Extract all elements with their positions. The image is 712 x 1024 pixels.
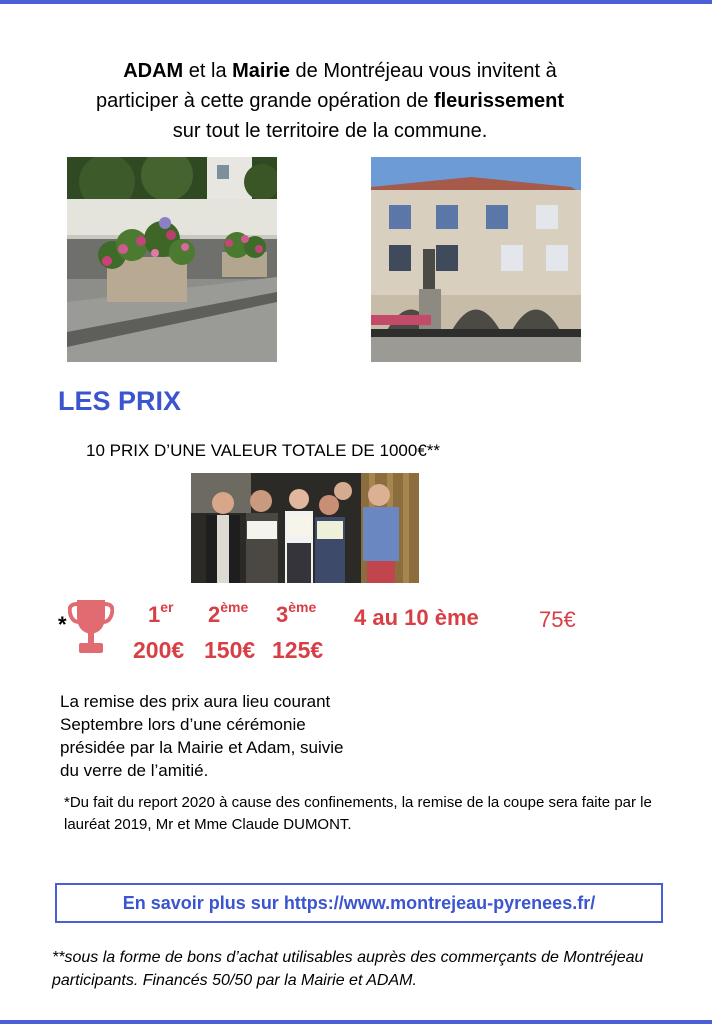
- voucher-footnote: **sous la forme de bons d’achat utilisables auprès des commerçants de Montréjeau participants. Financés 50/50 par la Mairie et ADAM.: [52, 949, 644, 989]
- fleurissement-word: fleurissement: [433, 90, 565, 112]
- intro-text-part: et la: [183, 60, 233, 82]
- adam-name: ADAM: [123, 60, 184, 82]
- third-place-rank: [276, 599, 317, 628]
- intro-line-3: sur tout le territoire de la commune.: [172, 120, 488, 142]
- second-place-amount: 150€: [204, 637, 256, 663]
- intro-text-part: participer à cette grande opération de: [95, 90, 434, 112]
- trophy-icon: [68, 598, 114, 661]
- third-place-rank-suffix: ème: [288, 599, 317, 615]
- ceremony-line: Septembre lors d’une cérémonie: [60, 715, 306, 734]
- second-place-rank: [208, 599, 249, 628]
- first-place-rank: [148, 599, 174, 628]
- first-place-rank-suffix: er: [160, 599, 174, 615]
- ceremony-line: présidée par la Mairie et Adam, suivie: [60, 738, 344, 757]
- fourth-to-tenth-amount: 75€: [539, 607, 576, 632]
- intro-text: [0, 56, 660, 146]
- town-hall-photo: [371, 157, 581, 362]
- third-place-rank-number: 3: [276, 602, 289, 627]
- second-place-rank-number: 2: [208, 602, 221, 627]
- second-place-rank-suffix: ème: [220, 599, 249, 615]
- asterisk-mark: *: [58, 612, 67, 637]
- winners-group-photo: [191, 473, 419, 583]
- intro-text-part: de Montréjeau vous invitent à: [289, 60, 557, 82]
- ceremony-paragraph: [60, 690, 380, 782]
- prizes-subtitle: 10 PRIX D’UNE VALEUR TOTALE DE 1000€**: [86, 441, 441, 460]
- first-place-amount: 200€: [133, 637, 185, 663]
- intro-line-1: [0, 56, 660, 86]
- prizes-title: LES PRIX: [58, 386, 182, 416]
- website-link[interactable]: En savoir plus sur https://www.montrejeau-pyrenees.fr/: [55, 883, 663, 923]
- third-place-amount: 125€: [272, 637, 324, 663]
- top-border: [0, 0, 712, 4]
- first-place-rank-number: 1: [148, 602, 161, 627]
- mairie-name: Mairie: [232, 60, 290, 82]
- ceremony-line: du verre de l’amitié.: [60, 761, 209, 780]
- cup-note: *Du fait du report 2020 à cause des confinements, la remise de la coupe sera faite par le lauréat 2019, Mr et Mme Claude DUMONT.: [64, 794, 652, 833]
- flower-planter-photo: [67, 157, 277, 362]
- intro-line-2: [0, 86, 660, 116]
- ceremony-line: La remise des prix aura lieu courant: [60, 692, 331, 711]
- fourth-to-tenth-rank: 4 au 10 ème: [354, 605, 479, 630]
- bottom-border: [0, 1020, 712, 1024]
